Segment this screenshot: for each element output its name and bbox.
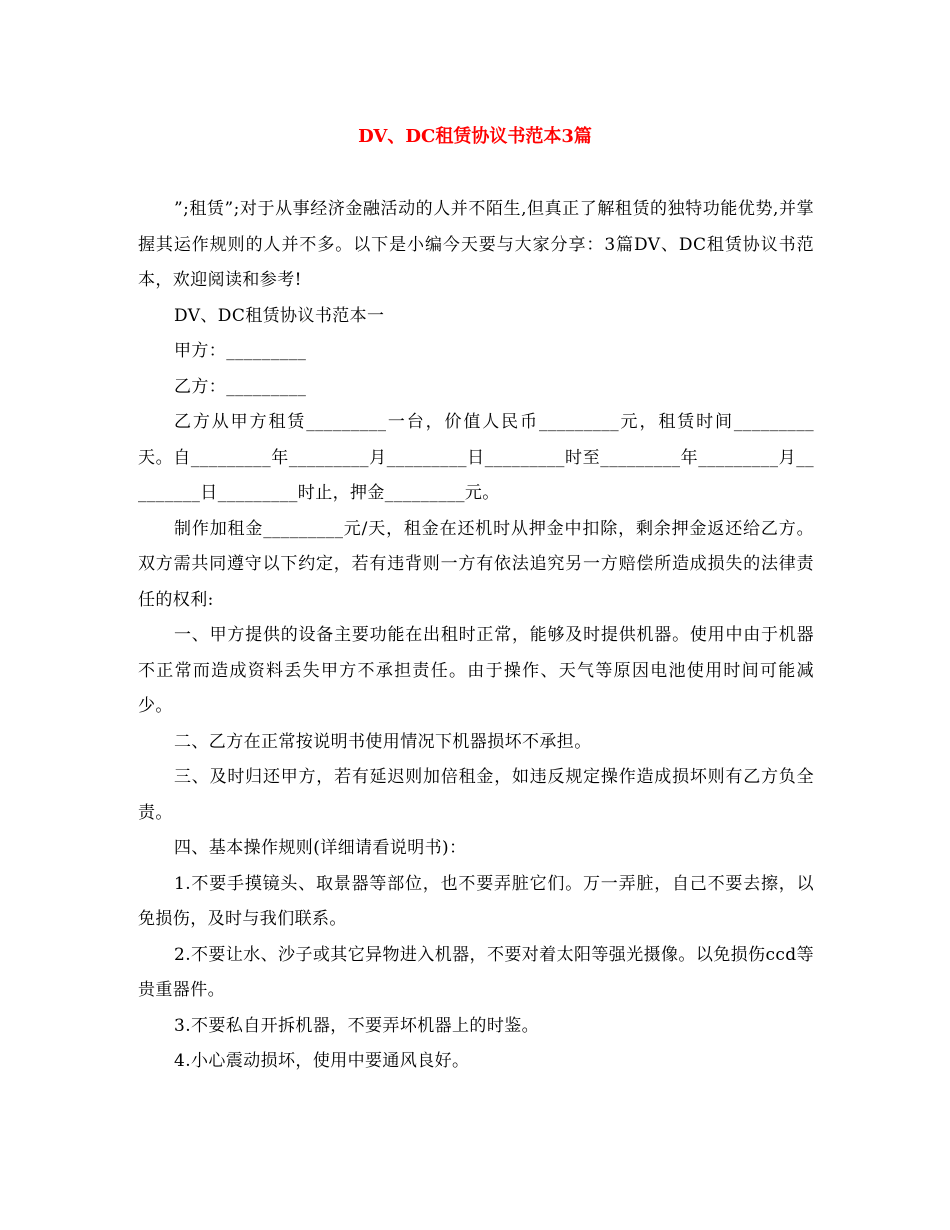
paragraph-clause-4: 四、基本操作规则(详细请看说明书)： bbox=[174, 838, 467, 858]
document-title: DV、DC租赁协议书范本3篇 bbox=[358, 126, 592, 147]
paragraph-section-heading: DV、DC租赁协议书范本一 bbox=[174, 305, 385, 326]
paragraph-clause-1: 一、甲方提供的设备主要功能在出租时正常，能够及时提供机器。使用中由于机器不正常而造成资料丢失甲方不承担责任。由于操作、天气等原因电池使用时间可能减少。 bbox=[138, 625, 814, 716]
paragraph-clause-3: 三、及时归还甲方，若有延迟则加倍租金，如违反规定操作造成损坏则有乙方负全责。 bbox=[138, 767, 814, 823]
paragraph-party-b: 乙方：_________ bbox=[174, 376, 307, 397]
paragraph-rule-2: 2.不要让水、沙子或其它异物进入机器，不要对着太阳等强光摄像。以免损伤ccd等贵重器件。 bbox=[138, 944, 814, 1000]
paragraph-rule-3: 3.不要私自开拆机器，不要弄坏机器上的时鉴。 bbox=[174, 1015, 540, 1036]
paragraph-extra-rent: 制作加租金_________元/天，租金在还机时从押金中扣除，剩余押金返还给乙方。双方需共同遵守以下约定，若有违背则一方有依法追究另一方赔偿所造成损失的法律责任的权利: bbox=[138, 518, 814, 610]
document-body bbox=[138, 192, 814, 1080]
paragraph-rule-1: 1.不要手摸镜头、取景器等部位，也不要弄脏它们。万一弄脏，自己不要去擦，以免损伤，及时与我们联系。 bbox=[138, 873, 814, 929]
paragraph-rule-4: 4.小心震动损坏，使用中要通风良好。 bbox=[174, 1051, 470, 1071]
paragraph-party-a: 甲方：_________ bbox=[174, 341, 307, 361]
paragraph-intro: ”;租赁”;对于从事经济金融活动的人并不陌生,但真正了解租赁的独特功能优势,并掌握其运作规则的人并不多。以下是小编今天要与大家分享：3篇DV、DC租赁协议书范本，欢迎阅读和参考! bbox=[138, 199, 814, 290]
paragraph-clause-2: 二、乙方在正常按说明书使用情况下机器损坏不承担。 bbox=[174, 731, 592, 752]
paragraph-rental-terms: 乙方从甲方租赁_________一台，价值人民币_________元，租赁时间_________天。自_________年_________月_________日_________时至_________年_________月_________日_________时止，押金_________元。 bbox=[138, 412, 814, 503]
